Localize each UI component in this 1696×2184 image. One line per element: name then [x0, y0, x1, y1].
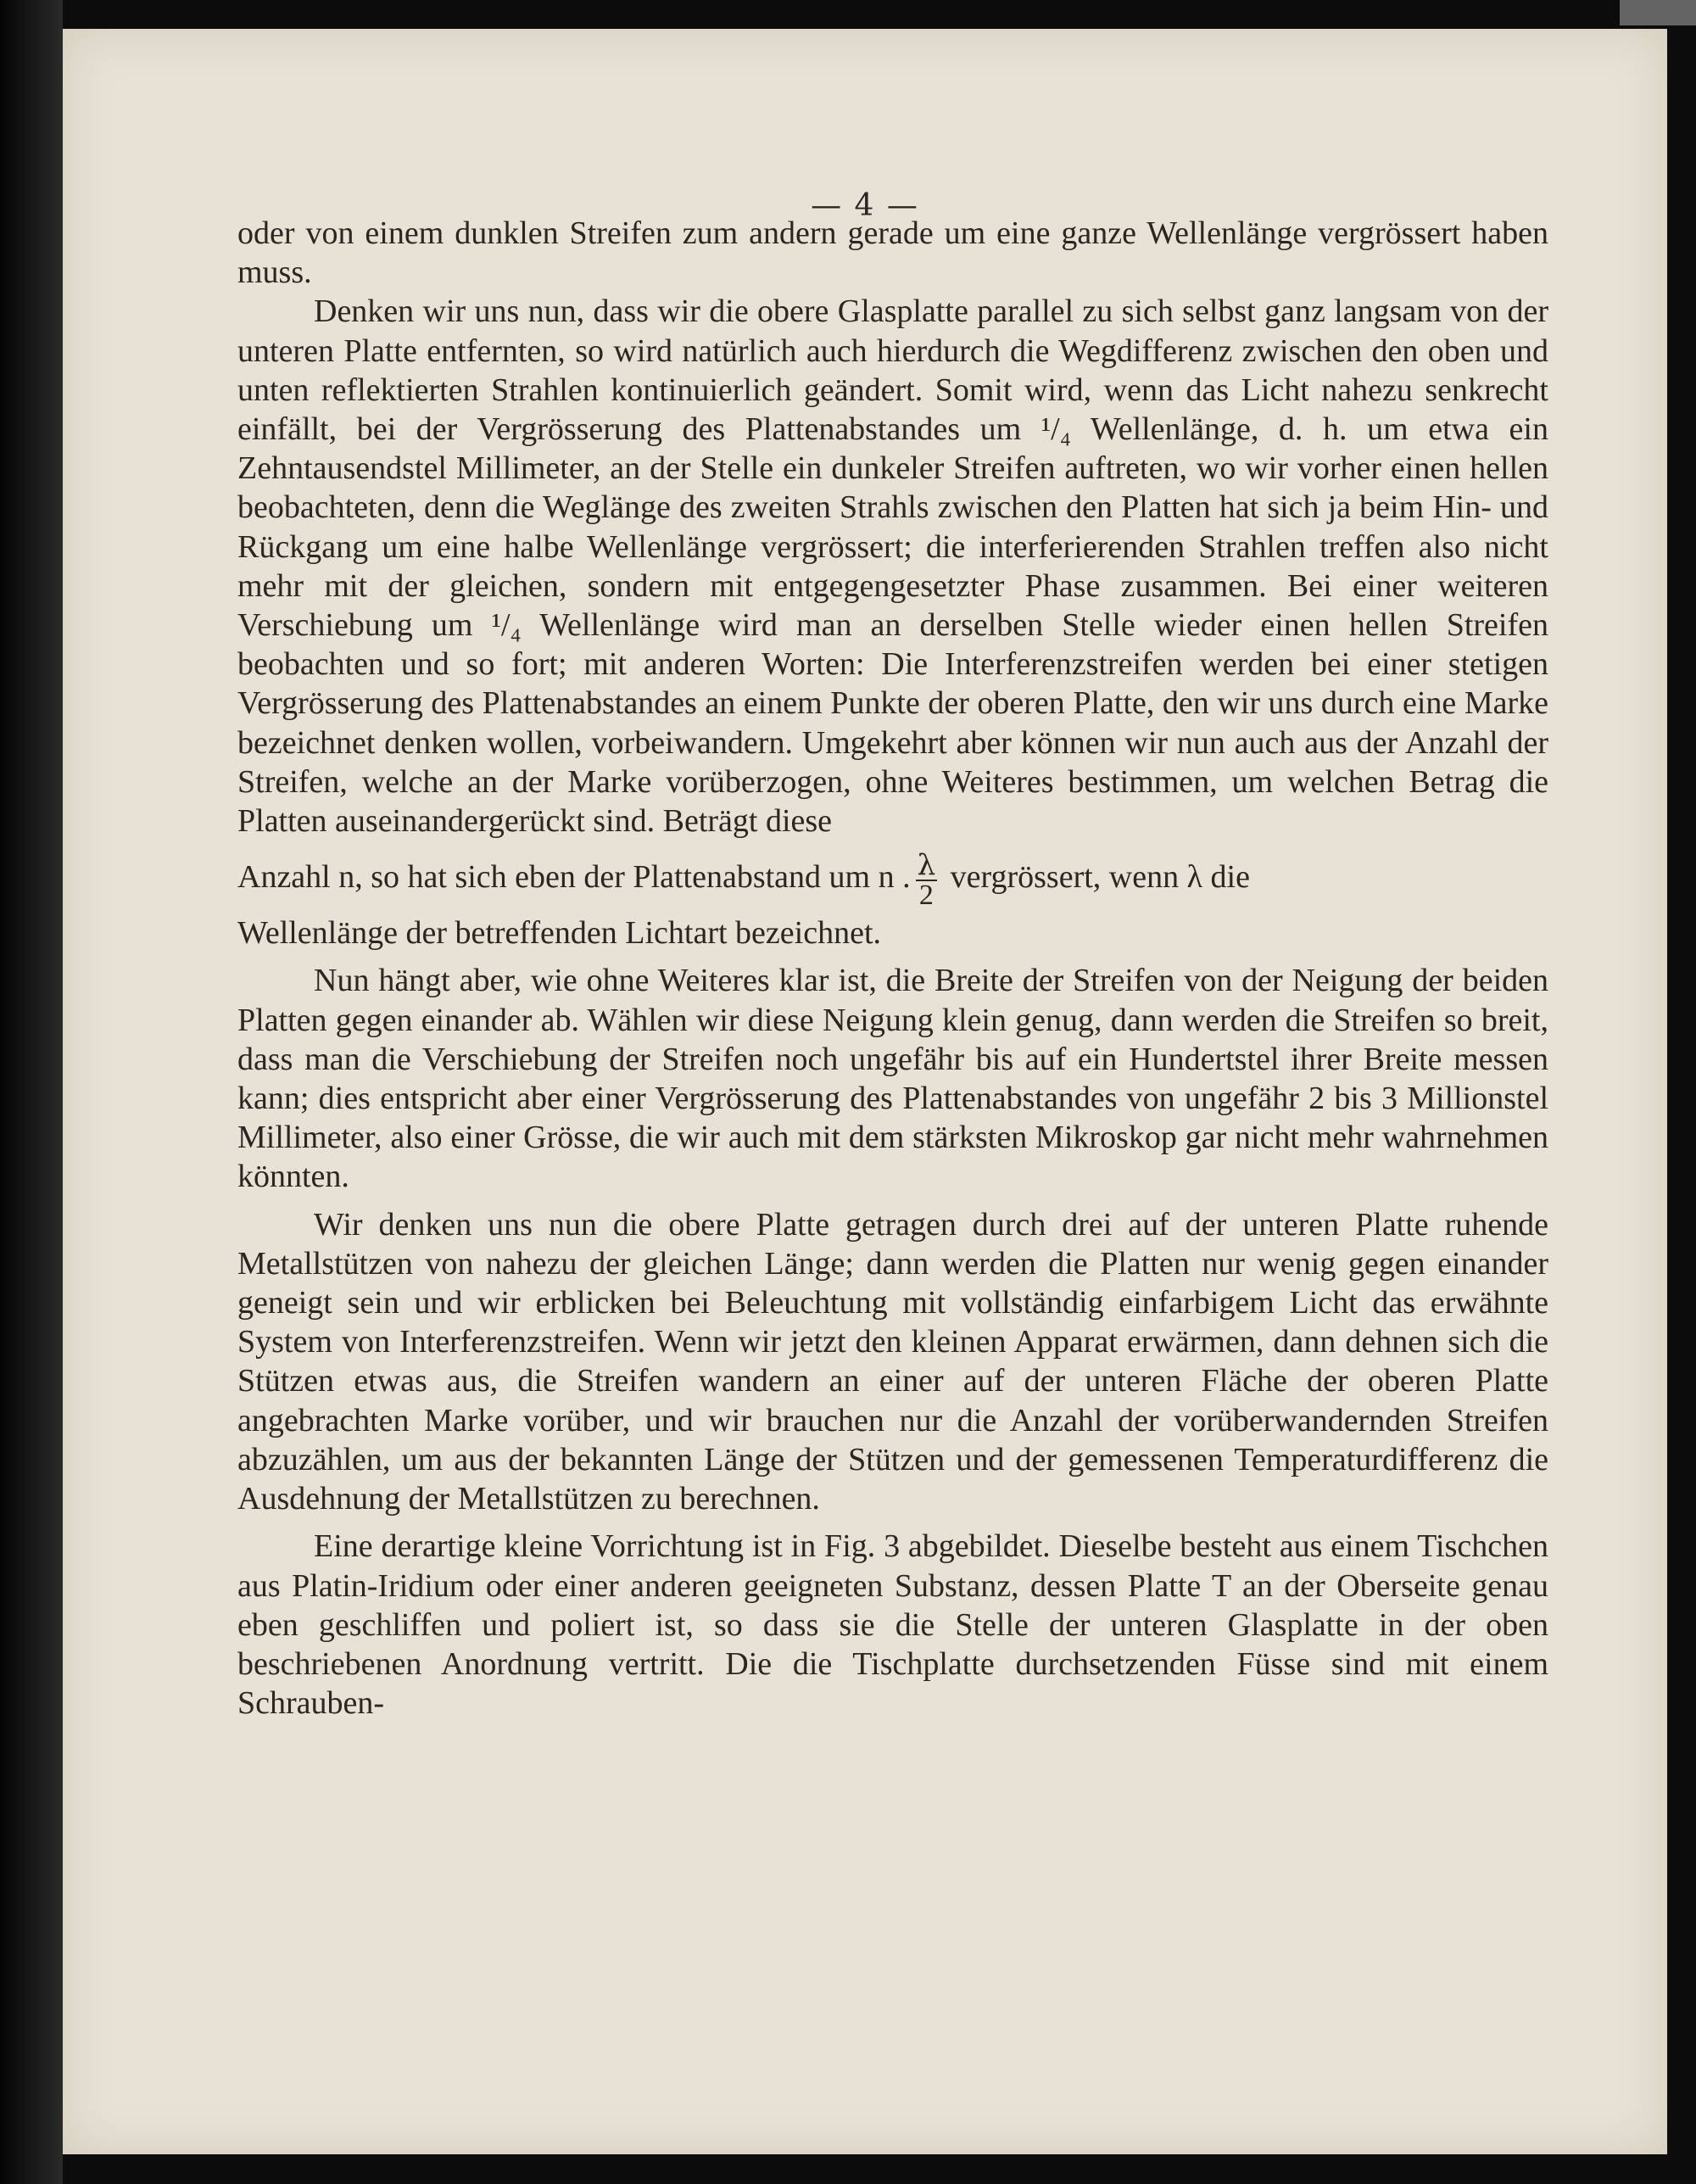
body-text [237, 214, 1548, 1723]
paragraph-6: Eine derartige kleine Vorrichtung ist in Fig. 3 abgebildet. Dieselbe besteht aus einem Tischchen aus Platin-Iridium oder einer anderen geeigneten Substanz, dessen Platte T an der Oberseite genau eben geschliffen und poliert ist, so dass sie die Stelle der unteren Glasplatte in der oben beschriebenen Anordnung vertritt. Die die Tischplatte durchsetzenden Füsse sind mit einem Schrauben- [237, 1528, 1548, 1722]
paragraph-5: Wir denken uns nun die obere Platte getragen durch drei auf der unteren Platte ruhende Metallstützen von nahezu der gleichen Länge; dann werden die Platten nur wenig gegen einander geneigt sein und wir erblicken bei Beleuchtung mit vollständig einfarbigem Licht das erwähnte System von Interferenzstreifen. Wenn wir jetzt den kleinen Apparat erwärmen, dann dehnen sich die Stützen etwas aus, die Streifen wandern an einer auf der unteren Fläche der oberen Platte angebrachten Marke vorüber, und wir brauchen nur die Anzahl der vorüberwandernden Streifen abzuzählen, um aus der bekannten Länge der Stützen und der gemessenen Temperaturdifferenz die Ausdehnung der Metallstützen zu berechnen. [237, 1206, 1548, 1517]
formula-line [237, 841, 1548, 913]
corner-edge [1620, 0, 1696, 25]
formula-text-after: vergrössert, wenn λ die [950, 859, 1250, 896]
page-number: — 4 — [811, 188, 919, 223]
paragraph-2: Denken wir uns nun, dass wir die obere Glasplatte parallel zu sich selbst ganz langsam von der unteren Platte entfernten, so wird natürlich auch hierdurch die Wegdifferenz zwischen den oben und unten reflektierten Strahlen kontinuierlich geändert. Somit wird, wenn das Licht nahezu senkrecht einfällt, bei der Vergrösserung des Plattenabstandes um ¹/₄ Wellenlänge, d. h. um etwa ein Zehntausendstel Millimeter, an der Stelle ein dunkeler Streifen auftreten, wo wir vorher einen hellen beobachteten, denn die Weglänge des zweiten Strahls zwischen den Platten hat sich ja beim Hin- und Rückgang um eine halbe Wellenlänge vergrössert; die interferierenden Strahlen treffen also nicht mehr mit der gleichen, sondern mit entgegengesetzter Phase zusammen. Bei einer weiteren Verschiebung um ¹/₄ Wellenlänge wird man an derselben Stelle wieder einen hellen Streifen beobachten und so fort; mit anderen Worten: Die Interferenzstreifen werden bei einer stetigen Vergrösserung des Plattenabstandes an einem Punkte der oberen Platte, den wir uns durch eine Marke bezeichnet denken wollen, vorbeiwandern. Umgekehrt aber können wir nun auch aus der Anzahl der Streifen, welche an der Marke vorüberzogen, ohne Weiteres bestimmen, um welchen Betrag die Platten auseinandergerückt sind. Beträgt diese [237, 293, 1548, 840]
fraction-denominator: 2 [918, 879, 934, 911]
formula-text-before: Anzahl n, so hat sich eben der Plattenabstand um n . [237, 859, 911, 896]
book-spine-shadow [0, 0, 63, 2184]
paragraph-3: Wellenlänge der betreffenden Lichtart bezeichnet. [237, 915, 881, 952]
paragraph-4: Nun hängt aber, wie ohne Weiteres klar ist, die Breite der Streifen von der Neigung der beiden Platten gegen einander ab. Wählen wir diese Neigung klein genug, dann werden die Streifen so breit, dass man die Verschiebung der Streifen noch ungefähr bis auf ein Hundertstel ihrer Breite messen kann; dies entspricht aber einer Vergrösserung des Plattenabstandes von ungefähr 2 bis 3 Millionstel Millimeter, also einer Grösse, die wir auch mit dem stärksten Mikroskop gar nicht mehr wahrnehmen könnten. [237, 963, 1548, 1195]
fraction-numerator: λ [917, 847, 936, 882]
paragraph-1: oder von einem dunklen Streifen zum andern gerade um eine ganze Wellenlänge vergrössert haben muss. [237, 215, 1548, 291]
fraction-lambda-over-2 [916, 847, 938, 911]
